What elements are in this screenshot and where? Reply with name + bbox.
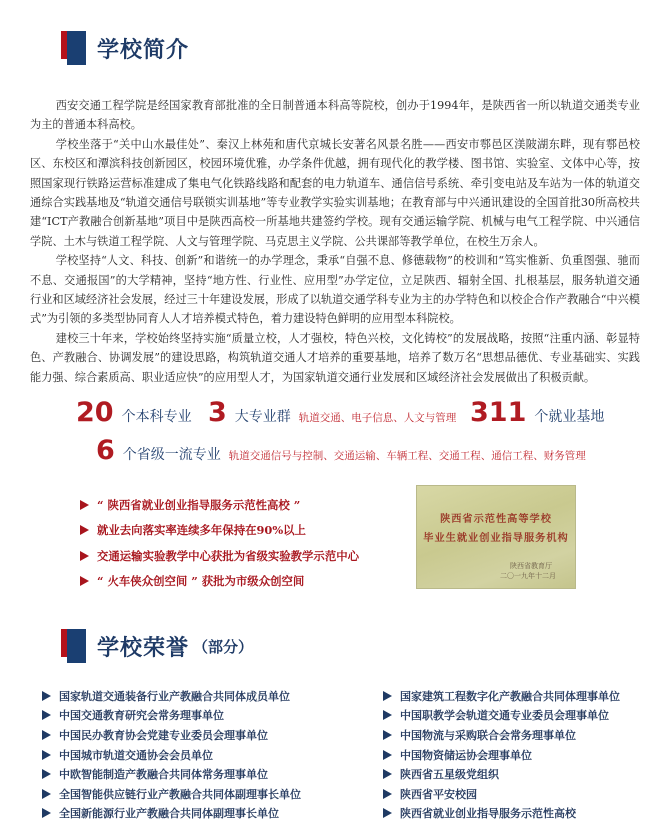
honor-text: 陕西省五星级党组织 — [400, 768, 499, 782]
plaque-line-1: 陕西省示范性高等学校 — [440, 513, 552, 525]
plaque-line-2: 毕业生就业创业指导服务机构 — [423, 532, 569, 544]
stat-major-groups — [208, 397, 456, 428]
highlight-text: 就业去向落实率连续多年保持在90%以上 — [97, 523, 306, 538]
stat-provincial-majors — [96, 435, 586, 466]
honors-list-left — [42, 686, 301, 823]
marker-blue-block — [67, 31, 86, 65]
honor-text: 陕西省平安校园 — [400, 787, 477, 801]
highlight-text: 交通运输实验教学中心获批为省级实验教学示范中心 — [97, 548, 359, 563]
triangle-bullet-icon — [383, 730, 392, 740]
honor-text: 中国物资储运协会理事单位 — [400, 748, 532, 762]
triangle-bullet-icon — [383, 691, 392, 701]
intro-paragraph: 建校三十年来，学校始终坚持实施“质量立校，人才强校，特色兴校，文化铸校”的发展战略，按照“注重内涵、彰显特色、产教融合、协调发展”的建设思路，构筑轨道交通人才培养的重要基地，培养了数万名“思想品德优、专业基础实、实践能力强、综合素质高、职业适应快”的应用型人才，为国家轨道交通行业发展和区域经济社会发展做出了积极贡献。 — [30, 331, 640, 384]
plaque-date: 二〇一九年十二月 — [500, 572, 556, 580]
triangle-bullet-icon — [42, 691, 51, 701]
honor-text: 中国交通教育研究会常务理事单位 — [59, 709, 224, 723]
honor-item — [383, 784, 620, 804]
plaque-issuer: 陕西省教育厅 — [510, 562, 552, 570]
intro-paragraph: 学校坐落于“关中山水最佳处”、秦汉上林苑和唐代京城长安著名风景名胜——西安市鄠邑区渼陂湖东畔，现有鄠邑校区、东校区和潭滨科技创新园区，校园环境优雅，办学条件优越，拥有现代化的教学楼、图书馆、实验室、文体中心等，按照国家现行铁路运营标准建成了集电气化铁路线路和配套的电力轨道车、通信信号系统、牵引变电站及车站为一体的轨道交通综合实践基地及“轨道交通信号联锁实训基地”等专业教学实验实训基地；在教育部与中兴通讯建设的全国首批30所高校共建“ICT产教融合创新基地”项目中是陕西高校一所基地共建签约学校。现有交通运输学院、机械与电气工程学院、中兴通信学院、土木与铁道工程学院、人文与管理学院、马克思主义学院、公共课部等教学单位，在校生万余人。 — [30, 137, 640, 248]
stat-number: 6 — [96, 435, 115, 466]
honor-item — [383, 764, 620, 784]
honor-item — [383, 804, 620, 824]
section-subtitle-honors: （部分） — [193, 637, 254, 656]
stat-number: 311 — [470, 397, 527, 428]
stat-number: 3 — [208, 397, 227, 428]
stat-number: 20 — [76, 397, 114, 428]
marker-blue-block — [67, 629, 86, 663]
triangle-bullet-icon — [80, 551, 89, 561]
triangle-bullet-icon — [383, 808, 392, 818]
highlights-list — [80, 492, 359, 594]
triangle-bullet-icon — [383, 710, 392, 720]
triangle-bullet-icon — [80, 525, 89, 535]
triangle-bullet-icon — [42, 710, 51, 720]
honor-item — [42, 784, 301, 804]
honor-text: 陕西省就业创业指导服务示范性高校 — [400, 807, 576, 821]
honor-item — [42, 706, 301, 726]
honor-text: 中国民办教育协会党建专业委员会理事单位 — [59, 728, 268, 742]
honor-text: 国家建筑工程数字化产教融合共同体理事单位 — [400, 689, 620, 703]
stat-label: 大专业群 — [234, 409, 291, 425]
section-title-intro: 学校简介 — [97, 36, 190, 63]
triangle-bullet-icon — [42, 808, 51, 818]
honor-text: 国家轨道交通装备行业产教融合共同体成员单位 — [59, 689, 290, 703]
intro-text — [30, 96, 640, 387]
section-header-honors — [61, 629, 253, 663]
triangle-bullet-icon — [42, 789, 51, 799]
honor-text: 中国物流与采购联合会常务理事单位 — [400, 728, 576, 742]
stat-undergrad-majors — [76, 397, 200, 428]
honor-text: 中国职教学会轨道交通专业委员会理事单位 — [400, 709, 609, 723]
intro-paragraph: 学校坚持“人文、科技、创新”和谐统一的办学理念，秉承“自强不息、修德载物”的校训和“笃实惟新、负重图强、驰而不息、交通报国”的大学精神，坚持“地方性、行业性、应用型”办学定位，立足陕西、辐射全国、扎根基层，服务轨道交通行业和区域经济社会发展，经过三十年建设发展，形成了以轨道交通学科专业为主的办学特色和以校企合作产教融合“中兴模式”为引领的多类型协同育人人才培养模式特色，着力建设特色鲜明的应用型本科院校。 — [30, 254, 640, 326]
honor-item — [42, 804, 301, 824]
stat-detail: 轨道交通信号与控制、交通运输、车辆工程、交通工程、通信工程、财务管理 — [228, 450, 586, 462]
stat-label: 个本科专业 — [121, 409, 192, 425]
section-header-intro — [61, 31, 189, 65]
stat-detail: 轨道交通、电子信息、人文与管理 — [298, 412, 457, 424]
stat-employment-bases — [470, 397, 612, 428]
honor-item — [383, 686, 620, 706]
section-marker-icon — [61, 629, 87, 663]
triangle-bullet-icon — [383, 769, 392, 779]
triangle-bullet-icon — [383, 750, 392, 760]
highlight-text: “ 陕西省就业创业指导服务示范性高校 ” — [97, 497, 301, 512]
honor-text: 全国智能供应链行业产教融合共同体副理事长单位 — [59, 787, 301, 801]
honor-item — [383, 725, 620, 745]
section-title-honors: 学校荣誉 — [97, 634, 190, 661]
highlight-item — [80, 518, 359, 544]
honor-item — [42, 686, 301, 706]
triangle-bullet-icon — [42, 750, 51, 760]
triangle-bullet-icon — [80, 500, 89, 510]
section-marker-icon — [61, 31, 87, 65]
honor-item — [42, 764, 301, 784]
highlight-item — [80, 492, 359, 518]
intro-paragraph: 西安交通工程学院是经国家教育部批准的全日制普通本科高等院校，创办于1994年，是陕西省一所以轨道交通类专业为主的普通本科高校。 — [30, 99, 640, 132]
honor-text: 全国新能源行业产教融合共同体副理事长单位 — [59, 807, 279, 821]
triangle-bullet-icon — [42, 769, 51, 779]
highlight-text: “ 火车侠众创空间 ” 获批为市级众创空间 — [97, 574, 305, 589]
triangle-bullet-icon — [80, 576, 89, 586]
highlight-item — [80, 543, 359, 569]
honor-item — [42, 745, 301, 765]
triangle-bullet-icon — [383, 789, 392, 799]
honor-item — [383, 745, 620, 765]
stat-label: 个省级一流专业 — [122, 447, 221, 463]
honor-text: 中欧智能制造产教融合共同体常务理事单位 — [59, 768, 268, 782]
highlight-item — [80, 569, 359, 595]
honor-item — [383, 706, 620, 726]
honor-item — [42, 725, 301, 745]
award-plaque-image — [416, 485, 576, 589]
honor-text: 中国城市轨道交通协会会员单位 — [59, 748, 213, 762]
honors-list-right — [383, 686, 620, 823]
triangle-bullet-icon — [42, 730, 51, 740]
stat-label: 个就业基地 — [534, 409, 605, 425]
